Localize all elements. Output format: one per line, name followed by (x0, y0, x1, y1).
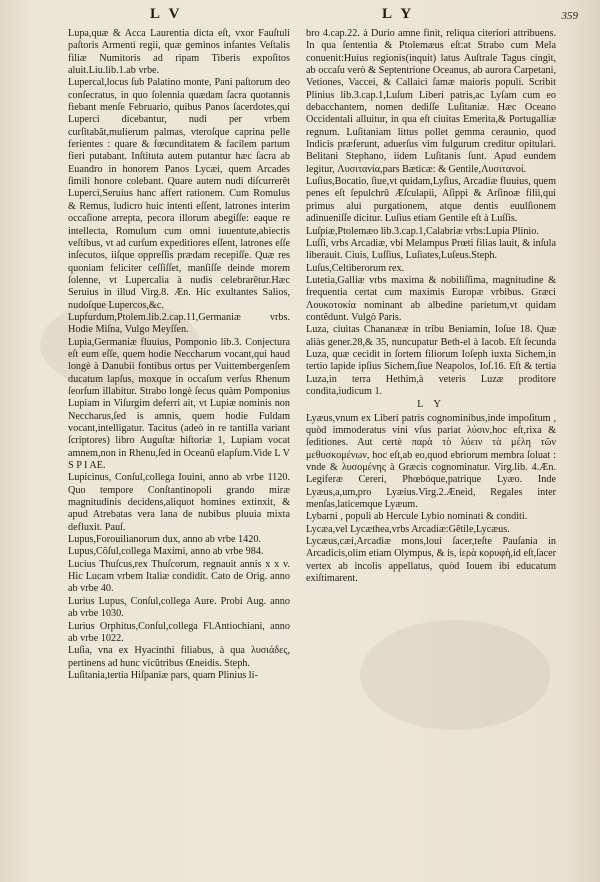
entry-lusius: Luſius,Bocatio, ſiue,vt quidam,Lyſius, Arcadiæ fluuius, quem penes eſt ſepulchrũ Æſculapii, Aſippi & Arſinoæ filii,qui primus alui purgationem, atque dentis euulſionem adinueniſſe dicitur. Luſius etiam Gentile eſt à Luſſis. (306, 176, 556, 225)
entry-lybarni: Lybarni , populi ab Hercule Lybio nominati & conditi. (306, 511, 528, 523)
entry-luza: Luza, ciuitas Chananææ in tribu Beniamin, Ioſue 18. Quæ aliàs gener.28,& 35, nuncupatur Beth-el à Iacob. Eſt ſecunda Luza, quæ cecidit in ſortem filiorum Ioſeph iuxta Sichem,in tertio lapide ipſius Sichem,ſiue Neapolos, Ioſ.16. Eſt & tertia Luza,in terra Hethim,à veteris Luzæ proditore condita,iudicum 1. (306, 324, 556, 397)
right-column (306, 28, 556, 585)
entry-lupia: Lupia,Germaniæ fluuius, Pomponio lib.3. Conjectura eſt eum eſſe, quem hodie Neccharum vocant,qui haud longè à Danubii fontibus ortus per Vuittembergenſem ducatum lapſus, moxque in occaſum verſus Rhenum ſeorſum illabitur. Strabo longè ſecus quàm Pomponius Lupiam in Viſurgim deferri ait, vt Lupiæ nominis non Neccharus,ſed is amnis, quem hodie Fuldam vocant,intelligatur. Tacitus (adeò in re tantilla variant ſcriptores) libro Auguſtæ hiſtoriæ 1, Lupiam vocat amnem,non in Rhenu,ſed in Oceanũ elapſum.Vide L V S P I AE. (68, 336, 290, 472)
entry-lussi: Luſſi, vrbs Arcadiæ, vbi Melampus Prœti filias lauit, & inſula liberauit. Ciuis, Luſſius, Luſiates,Luſeus.Steph. (306, 237, 556, 262)
entry-lurius-lupus: Lurius Lupus, Conſul,collega Aure. Probi Aug. anno ab vrbe 1030. (68, 595, 290, 620)
entry-lupus-consul: Lupus,Cõſul,collega Maximi, anno ab vrbe 984. (68, 546, 264, 558)
page-number: 359 (561, 10, 578, 22)
paper-stain (360, 620, 550, 730)
entry-lusitania: Luſitania,tertia Hiſpaniæ pars, quam Plinius li- (68, 669, 258, 681)
entry-lupfurdum: Lupfurdum,Ptolem.lib.2.cap.11,Germaniæ vrbs. Hodie Miſna, Vulgo Meyſſen. (68, 311, 290, 336)
section-letter-head: L Y (417, 399, 445, 411)
entry-lupus-dux: Lupus,Forouilianorum dux, anno ab vrbe 1420. (68, 534, 261, 546)
entry-lusus: Luſus,Celtiberorum rex. (306, 262, 405, 274)
entry-lyaeus: Lyæus,vnum ex Liberi patris cognominibus,inde impoſitum , quòd immoderatus vini vſus pariat λύσιν,hoc eſt,rixa & ſeditiones. Aut certè παρὰ τὸ λύειν τὰ μέλη τῶν μεθυσκομένων, hoc eſt,ab eo,quod ebriorum membra ſoluat : vnde & λυσομένης à Græcis cognominatur. Virg.lib. 4.Æn. Legiferæ Cereri, Phœbóque,patrique Lyæo. Inde Lyæus,a,um,pro Lyæius.Virg.2.Æneid, Regales inter menſas,laticemque Lyæum. (306, 412, 556, 511)
entry-lupa: Lupa,quæ & Acca Laurentia dicta eſt, vxor Fauſtuli paſtoris Armenti regii, quæ geminos infantes Veſtalis filiæ Numitoris ad ripam Tiberis expoſitos aluit.Liu.lib.1.ab vrbe. (68, 28, 290, 77)
entry-lutetia: Lutetia,Galliæ vrbs maxima & nobiliſſima, magnitudine & frequentia certat cum maximis Europæ vrbibus. Græci Λουκοτοκία nominant ab albedine parietum,vt quidam contẽdunt. Vulgò Paris. (306, 274, 556, 323)
left-column (68, 28, 290, 682)
entry-luspiae: Luſpiæ,Ptolemæo lib.3.cap.1,Calabriæ vrbs:Lupia Plinio. (306, 225, 539, 237)
entry-lucius-thuscus: Lucius Thuſcus,rex Thuſcorum, regnauit annis x x v. Hic Lucam vrbem Italiæ condidit. Cato de Orig. anno ab vrbe 40. (68, 558, 290, 595)
entry-lupicinus: Lupicinus, Conſul,collega Iouini, anno ab vrbe 1120. Quo tempore Conſtantinopoli grando miræ magnitudinis decidens,aliquot homines extinxit, & apud Atrebatas vera lana de nubibus pluuia mixta defluxit. Pauſ. (68, 472, 290, 533)
entry-lurius-orphitus: Lurius Orphitus,Conſul,collega Fl.Antiochiani, anno ab vrbe 1022. (68, 620, 290, 644)
running-head-left: L V (150, 6, 183, 22)
running-head-right: L Y (382, 6, 415, 22)
entry-lusitania-cont: bro 4.cap.22. à Durio amne finit, reliqua citeriori attribuens. In qua ſententia & Ptolemæus eſt:at Strabo cum Mela conuenit:Huius regionis(inquit) latus Auſtrale Tagus cingit, ab occaſu verò & Septentrione Oceanus, ab aurora Carpetani, Vetiones, Vaccei, & Callaici ſamæ maioris populi. Scribit Plinius lib.3.cap.1,Luſum Liberi patris,ac Lyſam cum eo debacchantem, nomen dediſſe Luſitaniæ. Hæc Oceano Occidentali alluitur, in qua eſt ciuitas Emerita,& Portugalliæ regnum. Luſitaniam littus pollet gemma ceraunio, quod Indicis præferunt, aduerſus vim fulgurum creditur opitulari. Belitani Stephano, iidem Luſitanis ſunt. Apud eundem legitur, Λυσιτανία,pars Bæticæ: & Gentile,Λυσιτανοί. (306, 28, 556, 175)
entry-lusia: Luſia, vna ex Hyacinthi filiabus, à qua λυσιάδες, pertinens ad hunc vicũtribus Œneidis. Steph. (68, 645, 290, 669)
entry-lycaea: Lycæa,vel Lycæthea,vrbs Arcadiæ:Gẽtile,Lycæus. (306, 523, 510, 535)
entry-lycaeus: Lycæus,cæi,Arcadiæ mons,loui ſacer,teſte Pauſania in Arcadicis,olim etiam Olympus, & is, ἱερὰ κορυφὴ,id eſt,ſacer vertex ab incolis appellatus, quòd Iouem ibi educatum exiſtimarent. (306, 536, 556, 585)
entry-lupercal: Lupercal,locus ſub Palatino monte, Pani paſtorum deo conſecratus, in quo ſolennia quædam ſacra quotannis fiebant menſe Februario, quibus Panos ſacerdotes,qui Luperci dicebantur, nudi per vrbem curſitabãt,mulierum palmas, vteroſque caprina pelle ferientes : quare & fœcunditatem & facilem partum fieri putabant. Inſtituta autem putantur hæc ſacra ab Euandro in honorem Panos Lycæi, quem Arcades ſimili honore colebant. Quare autem nudi diſcurrerẽt Luperci,Seruius hanc affert rationem. Cum Romulus & Remus, ludicro huic intenti eſſent, latrones interim occaſione arrepta, pecora illorum abegiſſe: eaque re intellecta, Romulum cum omni iuuentute,abiectis veſtibus, vt ad curſum expeditiores eſſent, latrones eſſe inſecutos, iiſque oppreſſis prædam recepiſſe. Quæ res quoniam feliciter ceſſiſſet, manſiſſe deinde morem ſolenne, vt Lupercalia à nudis celebrarẽtur.Hæc Seruius in illud Virg.8. Æn. Hic exultantes Salios, nudoſque Lupercos,&c. (68, 77, 290, 311)
